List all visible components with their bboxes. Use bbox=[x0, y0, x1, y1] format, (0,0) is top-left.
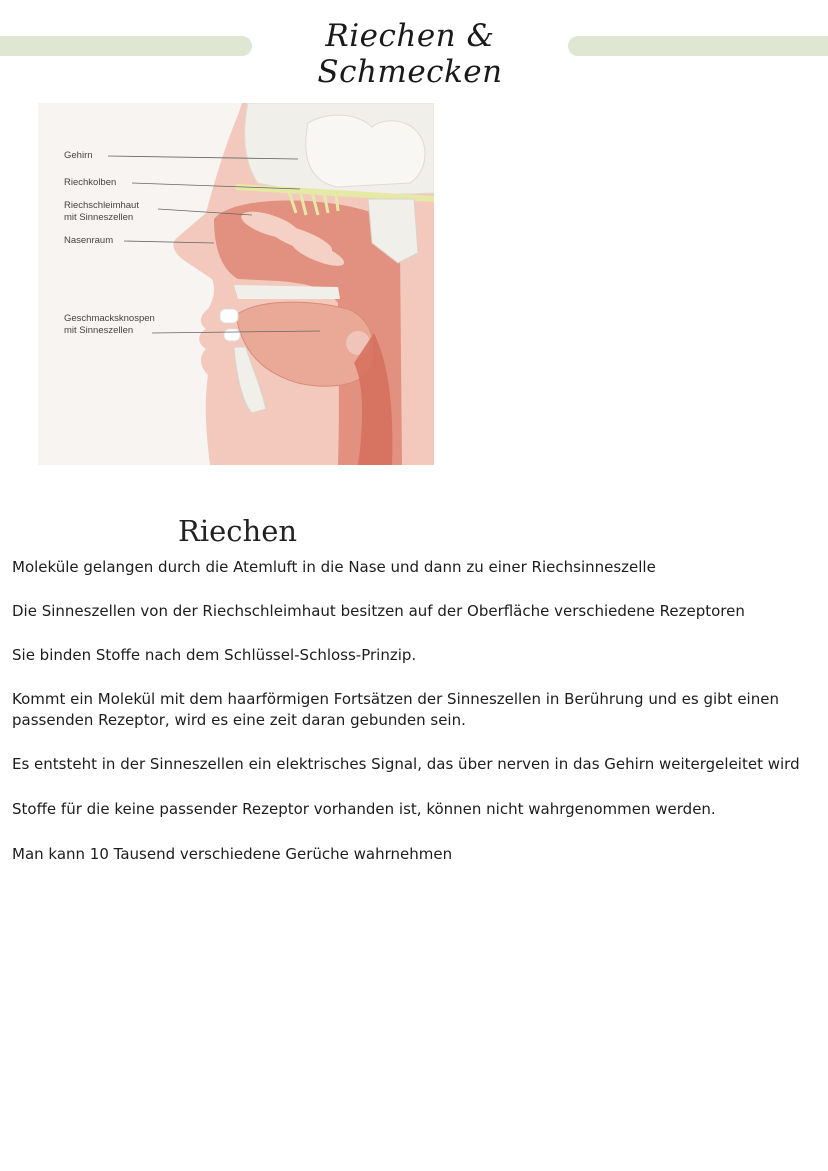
section-heading bbox=[178, 514, 297, 548]
paragraph-4: Kommt ein Molekül mit dem haarförmigen Fortsätzen der Sinneszellen in Berührung und es gibt einen passenden Rezeptor, wird es eine zeit daran gebunden sein. bbox=[12, 690, 779, 729]
page-title: Riechen & Schmecken bbox=[317, 18, 503, 90]
section-heading-text: Riechen bbox=[178, 514, 298, 548]
label-riechschleimhaut-sub: mit Sinneszellen bbox=[64, 212, 134, 223]
label-gehirn: Gehirn bbox=[64, 150, 93, 161]
paragraph-1: Moleküle gelangen durch die Atemluft in die Nase und dann zu einer Riechsinneszelle bbox=[12, 558, 656, 576]
paragraph-6: Stoffe für die keine passender Rezeptor vorhanden ist, können nicht wahrgenommen werden. bbox=[12, 800, 716, 818]
anatomy-figure bbox=[38, 103, 434, 465]
label-riechschleimhaut: Riechschleimhaut bbox=[64, 200, 139, 211]
label-riechkolben: Riechkolben bbox=[64, 177, 117, 188]
label-geschmacksknospen-sub: mit Sinneszellen bbox=[64, 325, 134, 336]
paragraph-2: Die Sinneszellen von der Riechschleimhaut besitzen auf der Oberfläche verschiedene Rezeptoren bbox=[12, 602, 745, 620]
paragraph-7: Man kann 10 Tausend verschiedene Gerüche wahrnehmen bbox=[12, 845, 453, 863]
label-nasenraum: Nasenraum bbox=[64, 235, 114, 246]
paragraph-5: Es entsteht in der Sinneszellen ein elektrisches Signal, das über nerven in das Gehirn weitergeleitet wird bbox=[12, 755, 800, 773]
header-bar-left bbox=[0, 36, 252, 56]
paragraph-3: Sie binden Stoffe nach dem Schlüssel-Schloss-Prinzip. bbox=[12, 646, 417, 664]
header-bar-right bbox=[568, 36, 828, 56]
head-cross-section-illustration bbox=[38, 103, 434, 465]
label-geschmacksknospen: Geschmacksknospen bbox=[64, 313, 155, 324]
